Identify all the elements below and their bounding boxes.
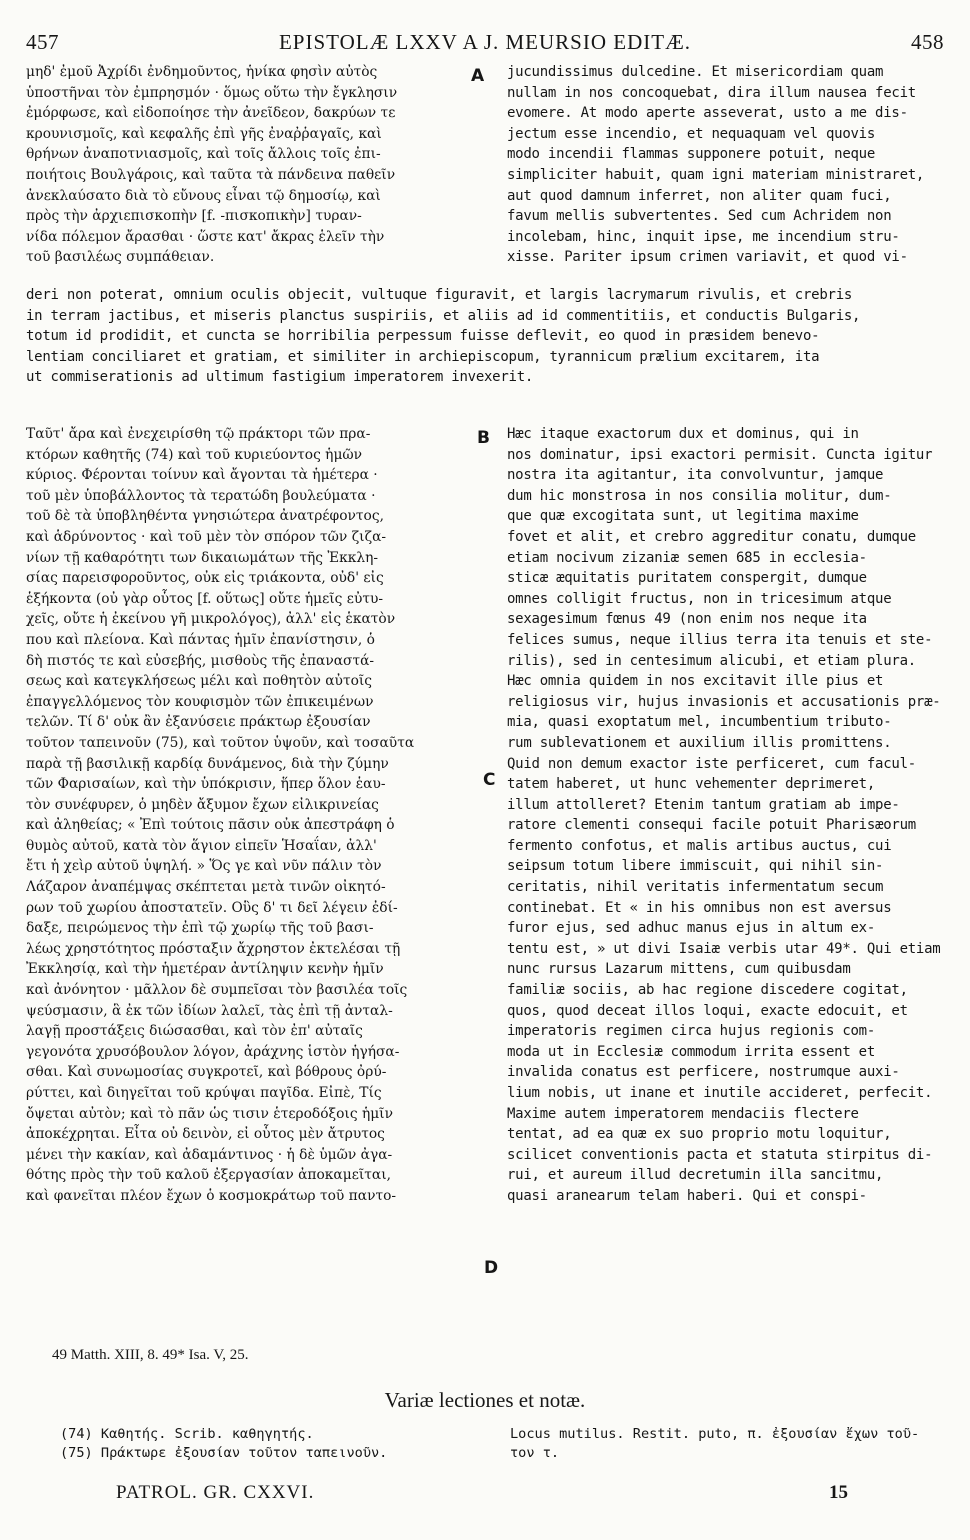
text-line: τοῦτον ταπεινοῦν (75), καὶ τοῦτον ὑψοῦν, καὶ τοσαῦτα <box>26 734 415 751</box>
text-line: ὄψεται αὐτὸν; καὶ τὸ πᾶν ὡς τισιν ἑτεροδόξοις ἡμῖν <box>26 1105 393 1122</box>
text-line: κτόρων καθητῆς (74) καὶ τοῦ κυριεύοντος ἡμῶν <box>26 446 363 463</box>
text-line: sticæ æquitatis puritatem conspergit, dumque <box>507 570 867 587</box>
text-line: που καὶ πλείονα. Καὶ πάντας ἡμῖν ἐπανίστησιν, ὁ <box>26 631 375 648</box>
text-line: nos dominatur, ipsi exactori permisit. Cuncta igitur <box>507 446 933 463</box>
text-line: σθαι. Καὶ συνωμοσίας συγκροτεῖ, καὶ βόθρους ὀρύ- <box>26 1064 387 1081</box>
text-line: πρὸς τὴν ἀρχιεπισκοπὴν [f. -πισκοπικὴν] τυραν- <box>26 208 362 225</box>
text-line: ἀνεκλαύσατο διὰ τὸ εὔνους εἶναι τῷ δημοσίῳ, καὶ <box>26 187 381 204</box>
text-line: τοῦ βασιλέως συμπάθειαν. <box>26 249 215 266</box>
text-line: νίων τῇ καθαρότητι των δικαιωμάτων τῆς Ἐκκλη- <box>26 549 379 566</box>
text-line: θυμὸς αὐτοῦ, κατὰ τὸν ἅγιον εἰπεῖν Ἡσαΐαν, ἀλλ' <box>26 837 377 854</box>
text-line: nostra ita agitantur, ita convolvuntur, jamque <box>507 467 884 484</box>
text-line: aut quod damnum inferret, non aliter quam fuci, <box>507 187 892 204</box>
text-line: favum mellis subvertentes. Sed cum Achridem non <box>507 208 892 225</box>
text-line: λαγῇ προστάξεις διώσασθαι, καὶ τὸν ἐπ' αὐταῖς <box>26 1023 363 1040</box>
text-line: sexagesimum fœnus 49 (non enim nos neque ita <box>507 611 867 628</box>
text-line: σίας παρεισφοροῦντος, οὐκ εἰς τριάκοντα, οὐδ' εἰς <box>26 570 384 587</box>
text-line: ἔτι ἡ χεὶρ αὐτοῦ ὑψηλή. » Ὅς γε καὶ νῦν πάλιν τὸν <box>26 858 382 875</box>
text-line: evomere. At modo aperte asseverat, usto a me dis- <box>507 105 908 122</box>
text-line: τελῶν. Τί δ' οὐκ ἂν ἐξανύσειε πράκτωρ ἐξουσίαν <box>26 714 371 731</box>
text-line: rum sublevationem et auxilium illis promittens. <box>507 734 892 751</box>
variant-note-locus-line: τον τ. <box>510 1445 560 1461</box>
text-line: γεγονότα χρυσόβουλον λόγον, ἀράχνης ἱστὸν ἡγήσα- <box>26 1043 400 1060</box>
text-line: tentu est, » ut divi Isaiæ verbis utar 49*. Qui etiam <box>507 940 941 957</box>
text-line: jectum esse incendio, et nequaquam vel quovis <box>507 125 876 142</box>
text-line: τοῦ δὲ τὰ ὑποβληθέντα γνησιώτερα ἀνατρέφοντος, <box>26 508 384 525</box>
text-line: tentat, ad ea quæ ex suo proprio motu loquitur, <box>507 1126 892 1143</box>
page-number-left: 457 <box>26 30 59 54</box>
text-line: illum attolleret? Etenim tantum gratiam ab impe- <box>507 796 900 813</box>
text-line: τῶν Φαρισαίων, καὶ τὴν ὑπόκρισιν, ἥπερ ὅλον ἑαυ- <box>26 776 386 793</box>
text-line: quos, quod deceat illos loqui, exacte edocuit, et <box>507 1002 908 1019</box>
text-line: ἑξήκοντα (οὐ γὰρ οὗτος [f. οὕτως] οὔτε ἡμεῖς εὐτυ- <box>26 590 384 607</box>
text-line: nullam in nos concoquebat, dira illum nausea fecit <box>507 84 916 101</box>
text-line: ρων τοῦ χωρίου ἀποστατεῖν. Οὓς δ' τι δεῖ λέγειν ἐδί- <box>26 899 398 916</box>
greek-column-top <box>26 62 496 268</box>
greek-column-main <box>26 424 496 1207</box>
text-line: continebat. Et « in his omnibus non est aversus <box>507 899 892 916</box>
variant-note-75: (75) Πράκτωρε ἐξουσίαν τοῦτον ταπεινοῦν. <box>60 1445 388 1461</box>
signature-number: 15 <box>829 1482 848 1503</box>
text-line: χεῖς, οὔτε ἡ ἐκείνου γῆ μικρολόγος), ἀλλ' εἰς ἑκατὸν <box>26 611 396 628</box>
text-line: Maxime autem imperatorem mendaciis flectere <box>507 1105 859 1122</box>
text-line: μηδ' ἐμοῦ Ἀχρίδι ἐνδημοῦντος, ἡνίκα φησὶν αὐτὸς <box>26 64 378 80</box>
text-line: scilicet conventionis pacta et statuta stirpitus di- <box>507 1146 933 1163</box>
text-line: μένει τὴν κακίαν, καὶ ἀδαμάντινος · ἡ δὲ ὑμῶν ἀγα- <box>26 1146 393 1163</box>
text-line: ut commiserationis ad ultimum fastigium imperatorem invexerit. <box>26 369 534 386</box>
text-line: ἐπαγγελλόμενος τὸν κουφισμὸν τῶν ἐπικειμένων <box>26 693 374 710</box>
text-line: Ταῦτ' ἄρα καὶ ἐνεχειρίσθη τῷ πράκτορι τῶν πρα- <box>26 426 371 442</box>
text-line: modo incendii flammas supponere potuit, neque <box>507 146 876 163</box>
text-line: imperatoris regimen circa hujus regionis com- <box>507 1023 876 1040</box>
text-line: ratore clementi consequi facile potuit Pharisæorum <box>507 817 916 834</box>
text-line: Hæc omnia quidem in nos excitavit ille pius et <box>507 673 884 690</box>
text-line: ρύττει, καὶ διηγεῖται τοῦ κρύψαι παγῖδα. Εἰπὲ, Τίς <box>26 1085 382 1101</box>
text-line: quasi aranearum telam haberi. Qui et conspi- <box>507 1187 867 1204</box>
text-line: nunc rursus Lazarum mittens, cum quibusdam <box>507 961 851 978</box>
text-line: δαξε, πειρώμενος τὴν ἐπὶ τῷ χωρίῳ τῆς τοῦ βασι- <box>26 920 374 937</box>
section-marker-b: B <box>477 428 490 448</box>
scripture-footnotes: 49 Matth. XIII, 8. 49* Isa. V, 25. <box>52 1347 249 1363</box>
text-line: ψεύσμασιν, ἃ ἐκ τῶν ἰδίων λαλεῖ, τὰς ἐπὶ τῇ ἀνταλ- <box>26 1002 393 1019</box>
text-line: jucundissimus dulcedine. Et misericordiam quam <box>507 64 884 80</box>
text-line: omnes colligit fructus, non in tricesimum atque <box>507 590 892 607</box>
text-line: Quid non demum exactor iste perficeret, cum facul- <box>507 755 916 772</box>
text-line: deri non poterat, omnium oculis objecit, vultuque figuravit, et largis lacrymarum rivulis, et crebris <box>26 287 853 303</box>
volume-signature: PATROL. GR. CXXVI. <box>116 1482 315 1503</box>
text-line: ἐμόρφωσε, καὶ εἰδοποίησε τὴν ἀνεῖδεον, δακρύων τε <box>26 105 396 122</box>
variant-note-locus-line: Locus mutilus. Restit. puto, π. ἐξουσίαν ἔχων τοῦ- <box>510 1426 920 1442</box>
text-line: lentiam conciliaret et gratiam, et similiter in archiepiscopum, tyrannicum prælium excitarem, ita <box>26 348 820 365</box>
text-line: Ἐκκλησίᾳ, καὶ τὴν ἡμετέραν ἀντίληψιν κενὴν ἡμῖν <box>26 961 384 978</box>
text-line: totum id prodidit, et cuncta se horribilia perpessum fuisse deflevit, eo quod in præsidem benevo- <box>26 328 820 345</box>
text-line: καὶ ἀληθείας; « Ἐπὶ τούτοις πᾶσιν οὐκ ἀπεστράφη ὁ <box>26 817 395 834</box>
text-line: ceritatis, nihil veritatis infermentatum secum <box>507 879 884 896</box>
text-line: fermento confotus, et malis artibus auctus, cui <box>507 837 892 854</box>
text-line: καὶ ἀνόνητον · μᾶλλον δὲ συμπεῖσαι τὸν βασιλέα τοῖς <box>26 982 408 999</box>
text-line: τοῦ μὲν ὑποβάλλοντος τὰ τερατώδη βουλεύματα · <box>26 487 376 504</box>
text-line: νίδα πόλεμον ἄρασθαι · ὥστε κατ' ἄκρας ἑλεῖν τὴν <box>26 228 385 245</box>
section-marker-a: A <box>471 66 485 86</box>
text-line: ἀποκέχρηται. Εἶτα οὐ δεινὸν, εἰ οὗτος μὲν ἄτρυτος <box>26 1126 385 1143</box>
text-line: simpliciter habuit, quam igni materiam ministraret, <box>507 166 925 183</box>
text-line: lium nobis, ut inane et inutile accideret, perfecit. <box>507 1085 933 1101</box>
section-marker-c: C <box>483 770 496 790</box>
text-line: religiosus vir, hujus invasionis et accusationis præ- <box>507 693 941 710</box>
text-line: δὴ πιστός τε καὶ εὐσεβής, μισθοὺς τῆς ἐπαναστά- <box>26 652 375 669</box>
text-line: fovet et alit, et crebro aggreditur conatu, dumque <box>507 528 916 545</box>
page-number-right: 458 <box>911 30 944 54</box>
text-line: παρὰ τῇ βασιλικῇ καρδίᾳ δυνάμενος, διὰ τὴν ζύμην <box>26 755 389 772</box>
latin-column-main <box>507 424 947 1207</box>
text-line: dum hic monstrosa in nos consilia molitur, dum- <box>507 487 892 504</box>
text-line: σεως καὶ κατεγκλήσεως μέλι καὶ ποθητὸν αὐτοῖς <box>26 673 373 690</box>
text-line: furor ejus, sed adhuc manus ejus in altum ex- <box>507 920 876 937</box>
text-line: moda ut in Ecclesiæ commodum irrita essent et <box>507 1043 876 1060</box>
latin-full-width-passage <box>26 285 944 388</box>
text-line: in terram jactibus, et miseris planctus suspiriis, et aliis ad id commentitiis, et conductis Bulgaris, <box>26 307 861 324</box>
running-title: EPISTOLÆ LXXV A J. MEURSIO EDITÆ. <box>278 30 691 54</box>
text-line: xisse. Pariter ipsum crimen variavit, et quod vi- <box>507 249 908 266</box>
text-line: καὶ φανεῖται πλέον ἔχων ὁ κοσμοκράτωρ τοῦ παντο- <box>26 1187 397 1204</box>
text-line: incolebam, hinc, inquit ipse, me incendium stru- <box>507 228 900 245</box>
text-line: Λάζαρον ἀναπέμψας σκέπτεται μετὰ τινῶν οἰκητό- <box>26 879 386 896</box>
text-line: felices sumus, neque illius terra ita tenuis et ste- <box>507 631 933 648</box>
text-line: λέως χρηστότητος πρόσταξιν ἄχρηστον ἐκτελέσαι τῇ <box>26 940 401 957</box>
text-line: κρουνισμοῖς, καὶ κεφαλῆς ἐπὶ γῆς ἐναῤῥαγαῖς, καὶ <box>26 125 382 142</box>
text-line: tatem haberet, ut hunc vehementer deprimeret, <box>507 776 876 793</box>
page-header <box>26 30 944 60</box>
text-line: θότης πρὸς τὴν τοῦ καλοῦ ἐξεργασίαν ἀποκαμεῖται, <box>26 1167 392 1184</box>
variant-note-74: (74) Καθητής. Scrib. καθηγητής. <box>60 1426 314 1442</box>
section-marker-d: D <box>484 1258 499 1278</box>
text-line: καὶ ἁδρύνοντος · καὶ τοῦ μὲν τὸν σπόρον τῶν ζιζα- <box>26 528 387 545</box>
text-line: ποιήτοις Βουλγάροις, καὶ ταῦτα τὰ πάνδεινα παθεῖν <box>26 166 396 183</box>
text-line: que quæ excogitata sunt, ut legitima maxime <box>507 508 859 525</box>
text-line: invalida conatus est perficere, nostrumque auxi- <box>507 1064 900 1081</box>
variae-lectiones-title: Variæ lectiones et notæ. <box>384 1388 586 1412</box>
text-line: rui, et aureum illud decretumin illa sancitmu, <box>507 1167 884 1184</box>
variant-note-locus <box>510 1425 940 1463</box>
text-line: familiæ sociis, ab hac regione discedere cogitat, <box>507 982 908 999</box>
text-line: θρήνων ἀναποτνιασμοῖς, καὶ τοῖς ἄλλοις τοῖς ἐπι- <box>26 146 381 163</box>
text-line: rilis), sed in centesimum alicubi, et etiam plura. <box>507 652 916 669</box>
latin-column-top <box>507 62 947 268</box>
text-line: ὑποστῆναι τὸν ἐμπρησμόν · ὅμως οὕτω τὴν ἔγκλησιν <box>26 84 398 101</box>
text-line: seipsum totum libere immiscuit, qui nihil sin- <box>507 858 884 875</box>
text-line: etiam nocivum zizaniæ semen 685 in ecclesia- <box>507 549 867 566</box>
text-line: mia, quasi exoptatum mel, incumbentium tributo- <box>507 714 892 731</box>
text-line: κύριος. Φέρονται τοίνυν καὶ ἄγονται τὰ ἡμέτερα · <box>26 467 378 484</box>
text-line: τὸν συνέφυρεν, ὁ μηδὲν ἄξυμον ἔχων εἰλικρινείας <box>26 796 379 813</box>
text-line: Hæc itaque exactorum dux et dominus, qui in <box>507 426 859 442</box>
